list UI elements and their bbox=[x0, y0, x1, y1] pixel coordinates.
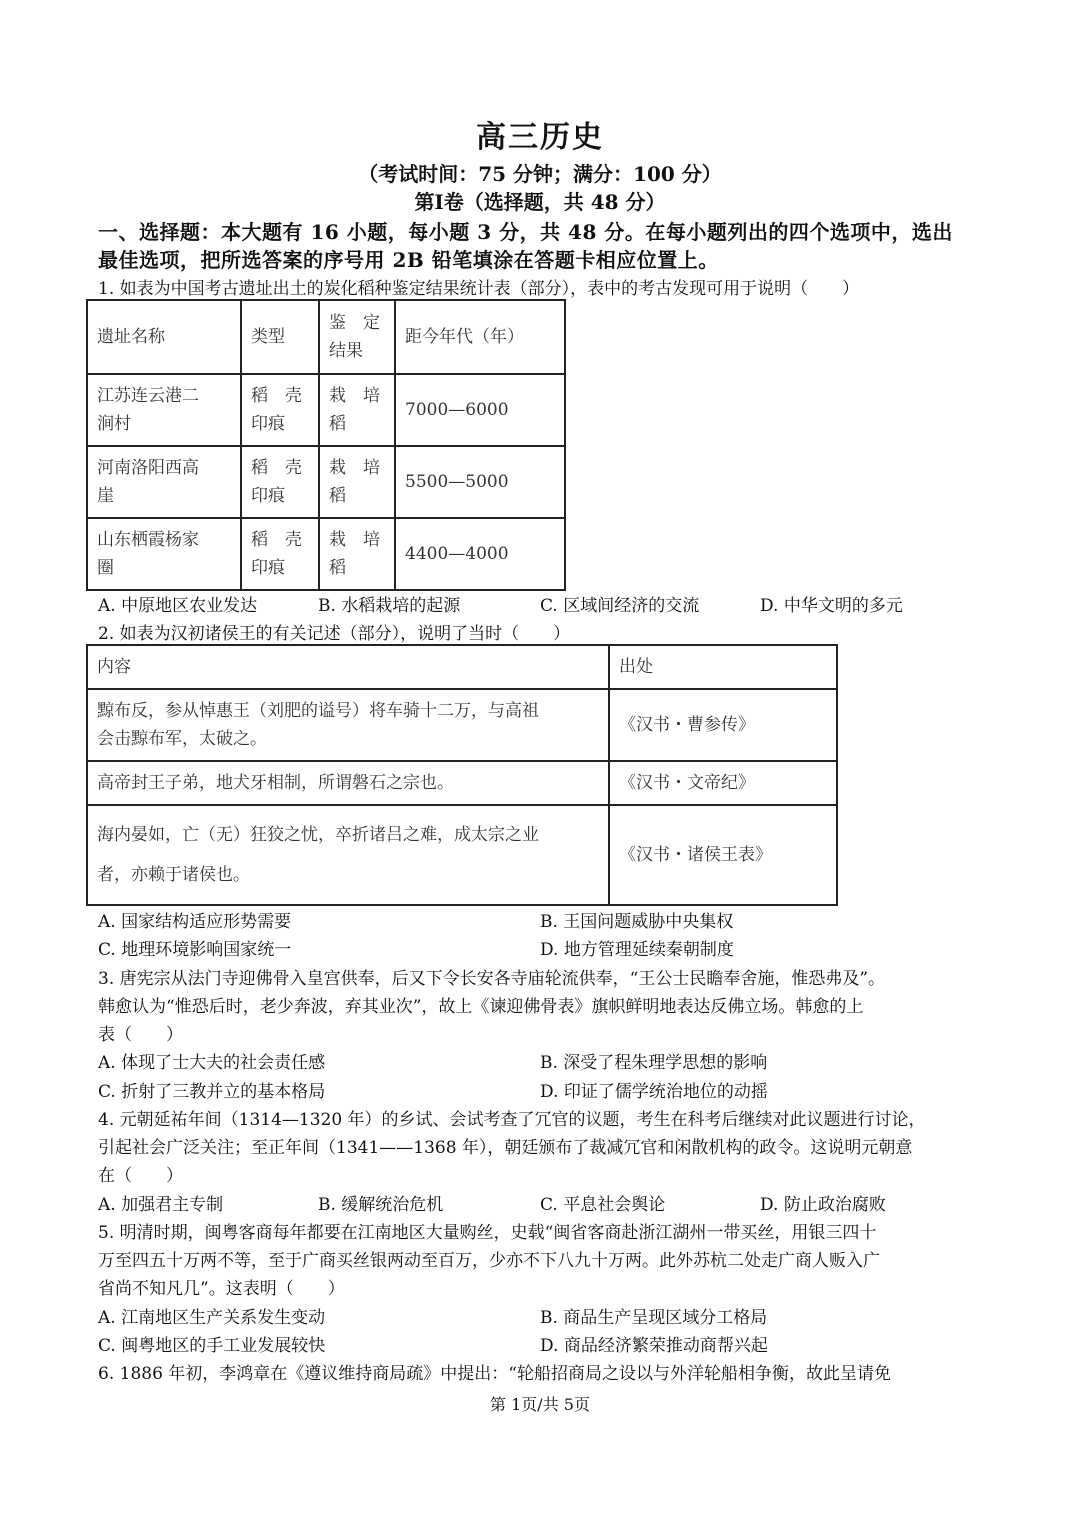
table-cell: 《汉书・诸侯王表》 bbox=[609, 805, 837, 905]
table-cell: 栽 培 稻 bbox=[319, 518, 395, 590]
q6-stem-line1: 6. 1886 年初，李鸿章在《遵议维持商局疏》中提出：“轮船招商局之设以与外洋轮船相争衡，故此呈请免 bbox=[98, 1364, 891, 1384]
section-instruction-line1: 一、选择题：本大题有 16 小题，每小题 3 分，共 48 分。在每小题列出的四个选项中，选出 bbox=[98, 220, 953, 244]
page-title: 高三历史 bbox=[476, 120, 604, 155]
table-header-cell: 距今年代（年） bbox=[395, 300, 565, 374]
q5-option-a: A. 江南地区生产关系发生变动 bbox=[98, 1308, 326, 1328]
table-cell: 海内晏如，亡（无）狂狡之忧，卒折诸吕之难，成太宗之业 者，亦赖于诸侯也。 bbox=[87, 805, 609, 905]
q2-option-c: C. 地理环境影响国家统一 bbox=[98, 940, 292, 960]
q3-option-d: D. 印证了儒学统治地位的动摇 bbox=[540, 1082, 768, 1102]
table-header-cell: 出处 bbox=[609, 645, 837, 689]
q5-stem-line3: 省尚不知凡几”。这表明（ ） bbox=[98, 1279, 345, 1299]
table-cell: 高帝封王子弟，地犬牙相制，所谓磐石之宗也。 bbox=[87, 761, 609, 805]
table-cell: 江苏连云港二 涧村 bbox=[87, 374, 241, 446]
table-cell: 4400—4000 bbox=[395, 518, 565, 590]
part-title: 第Ⅰ卷（选择题，共 48 分） bbox=[414, 190, 666, 214]
q1-option-b: B. 水稻栽培的起源 bbox=[318, 596, 461, 616]
table-row bbox=[87, 446, 565, 518]
q3-stem-line2: 韩愈认为“惟恐后时，老少奔波，弃其业次”，故上《谏迎佛骨表》旗帜鲜明地表达反佛立场。韩愈的上 bbox=[98, 997, 864, 1017]
table-header-row bbox=[87, 645, 837, 689]
table-header-row bbox=[87, 300, 565, 374]
q2-stem: 2. 如表为汉初诸侯王的有关记述（部分），说明了当时（ ） bbox=[98, 624, 571, 644]
table-header-cell: 类型 bbox=[241, 300, 319, 374]
q2-option-d: D. 地方管理延续秦朝制度 bbox=[540, 940, 734, 960]
q3-stem-line3: 表（ ） bbox=[98, 1025, 183, 1045]
q5-stem-line1: 5. 明清时期，闽粤客商每年都要在江南地区大量购丝，史载“闽省客商赴浙江湖州一带买丝，用银三四十 bbox=[98, 1223, 877, 1243]
q1-option-a: A. 中原地区农业发达 bbox=[98, 596, 258, 616]
table-header-cell: 遗址名称 bbox=[87, 300, 241, 374]
q4-stem-line2: 引起社会广泛关注；至正年间（1341——1368 年），朝廷颁布了裁减冗官和闲散机构的政令。这说明元朝意 bbox=[98, 1138, 913, 1158]
table-cell: 稻 壳 印痕 bbox=[241, 518, 319, 590]
table-cell: 山东栖霞杨家 圈 bbox=[87, 518, 241, 590]
q3-option-b: B. 深受了程朱理学思想的影响 bbox=[540, 1053, 768, 1073]
q5-option-b: B. 商品生产呈现区域分工格局 bbox=[540, 1308, 768, 1328]
q2-table bbox=[86, 644, 838, 906]
q4-stem-line3: 在（ ） bbox=[98, 1166, 183, 1186]
q4-option-b: B. 缓解统治危机 bbox=[318, 1195, 444, 1215]
table-row bbox=[87, 689, 837, 761]
page-footer: 第 1页/共 5页 bbox=[490, 1395, 590, 1414]
q4-option-a: A. 加强君主专制 bbox=[98, 1195, 224, 1215]
q4-option-d: D. 防止政治腐败 bbox=[760, 1195, 886, 1215]
table-cell: 稻 壳 印痕 bbox=[241, 374, 319, 446]
q2-option-b: B. 王国问题威胁中央集权 bbox=[540, 912, 734, 932]
q3-stem-line1: 3. 唐宪宗从法门寺迎佛骨入皇宫供奉，后又下令长安各寺庙轮流供奉，“王公士民瞻奉舍施，惟恐弗及”。 bbox=[98, 969, 886, 989]
q1-option-d: D. 中华文明的多元 bbox=[760, 596, 903, 616]
q5-stem-line2: 万至四五十万两不等，至于广商买丝银两动至百万，少亦不下八九十万两。此外苏杭二处走广商人贩入广 bbox=[98, 1251, 880, 1271]
q2-option-a: A. 国家结构适应形势需要 bbox=[98, 912, 292, 932]
table-cell: 7000—6000 bbox=[395, 374, 565, 446]
section-instruction-line2: 最佳选项，把所选答案的序号用 2B 铅笔填涂在答题卡相应位置上。 bbox=[98, 248, 719, 272]
table-row bbox=[87, 374, 565, 446]
table-cell: 5500—5000 bbox=[395, 446, 565, 518]
q3-option-a: A. 体现了士大夫的社会责任感 bbox=[98, 1053, 326, 1073]
q4-stem-line1: 4. 元朝延祐年间（1314—1320 年）的乡试、会试考查了冗官的议题，考生在科考后继续对此议题进行讨论， bbox=[98, 1110, 926, 1130]
table-cell: 黥布反，参从悼惠王（刘肥的谥号）将车骑十二万，与高祖 会击黥布军，太破之。 bbox=[87, 689, 609, 761]
q5-option-d: D. 商品经济繁荣推动商帮兴起 bbox=[540, 1336, 768, 1356]
table-cell: 《汉书・曹参传》 bbox=[609, 689, 837, 761]
q1-stem: 1. 如表为中国考古遗址出土的炭化稻种鉴定结果统计表（部分），表中的考古发现可用于说明（ ） bbox=[98, 279, 860, 299]
q1-table bbox=[86, 299, 566, 591]
table-header-cell: 鉴 定 结果 bbox=[319, 300, 395, 374]
table-row bbox=[87, 805, 837, 905]
q1-option-c: C. 区域间经济的交流 bbox=[540, 596, 700, 616]
table-row bbox=[87, 518, 565, 590]
table-cell: 稻 壳 印痕 bbox=[241, 446, 319, 518]
table-cell: 栽 培 稻 bbox=[319, 446, 395, 518]
table-cell: 河南洛阳西高 崖 bbox=[87, 446, 241, 518]
q4-option-c: C. 平息社会舆论 bbox=[540, 1195, 666, 1215]
q5-option-c: C. 闽粤地区的手工业发展较快 bbox=[98, 1336, 326, 1356]
exam-info: （考试时间：75 分钟；满分：100 分） bbox=[358, 162, 722, 186]
table-row bbox=[87, 761, 837, 805]
table-cell: 《汉书・文帝纪》 bbox=[609, 761, 837, 805]
q3-option-c: C. 折射了三教并立的基本格局 bbox=[98, 1082, 326, 1102]
table-cell: 栽 培 稻 bbox=[319, 374, 395, 446]
table-header-cell: 内容 bbox=[87, 645, 609, 689]
